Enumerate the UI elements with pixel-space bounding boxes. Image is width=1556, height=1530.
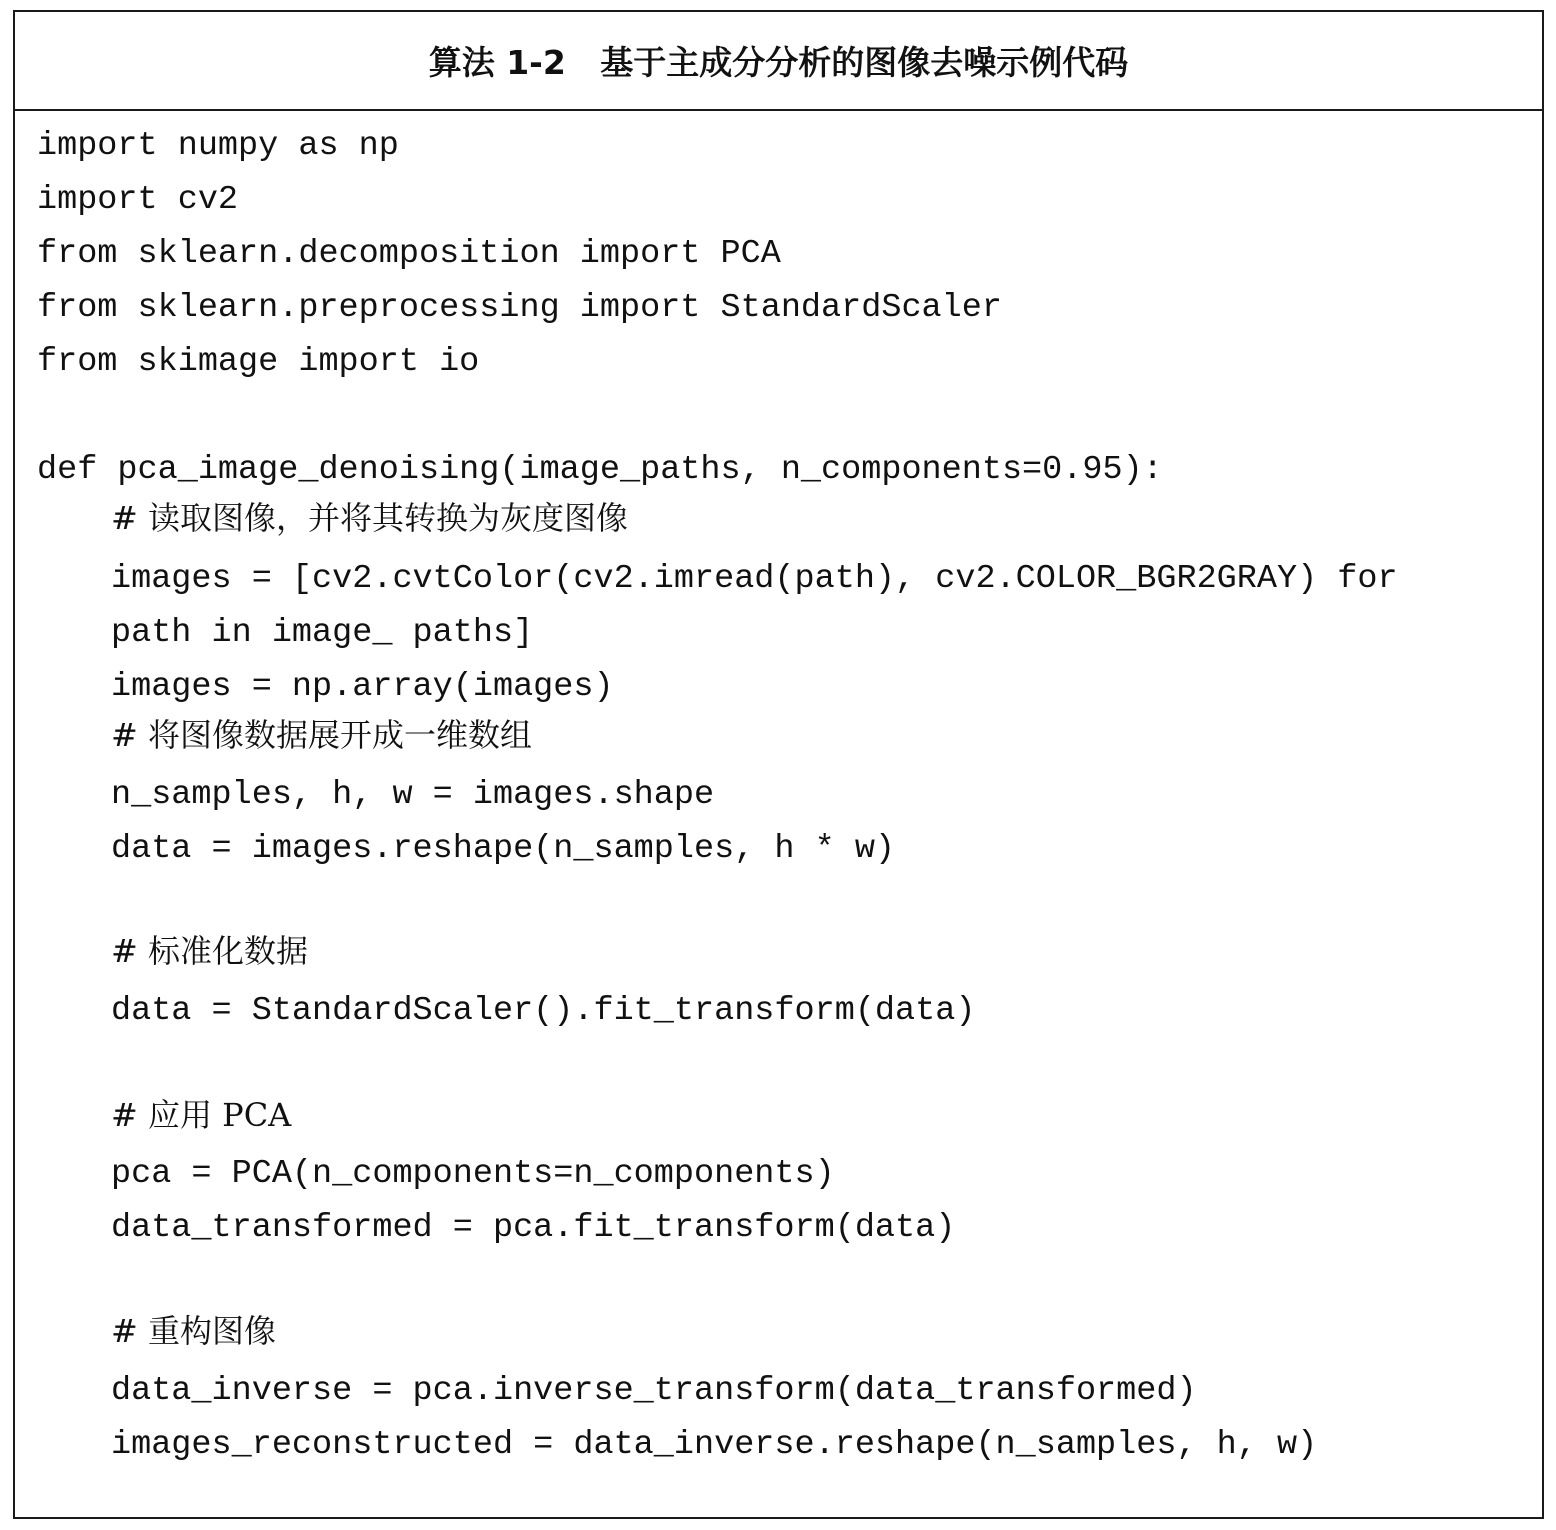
code-line: pca = PCA(n_components=n_components) — [111, 1155, 835, 1193]
algorithm-box — [13, 10, 1544, 1519]
function-definition: def pca_image_denoising(image_paths, n_components=0.95): — [37, 451, 1163, 489]
code-line: from sklearn.decomposition import PCA — [37, 235, 781, 273]
code-line: from skimage import io — [37, 343, 480, 381]
code-line: images = np.array(images) — [111, 668, 614, 706]
code-line: data = images.reshape(n_samples, h * w) — [111, 830, 896, 868]
code-comment: # 读取图像，并将其转换为灰度图像 — [111, 499, 628, 537]
code-line: images_reconstructed = data_inverse.reshape(n_samples, h, w) — [111, 1426, 1318, 1464]
code-line: data_transformed = pca.fit_transform(data) — [111, 1209, 956, 1247]
algorithm-header — [15, 12, 1542, 111]
algorithm-title: 算法 1-2 基于主成分分析的图像去噪示例代码 — [428, 43, 1129, 82]
code-line: from sklearn.preprocessing import StandardScaler — [37, 289, 1002, 327]
code-line: import cv2 — [37, 181, 239, 219]
code-comment: # 应用 PCA — [111, 1096, 292, 1134]
code-line: data = StandardScaler().fit_transform(data) — [111, 992, 976, 1030]
code-line: data_inverse = pca.inverse_transform(data_transformed) — [111, 1372, 1197, 1410]
code-line: n_samples, h, w = images.shape — [111, 776, 715, 814]
code-line: import numpy as np — [37, 127, 399, 165]
code-comment: # 重构图像 — [111, 1312, 276, 1350]
code-comment: # 将图像数据展开成一维数组 — [111, 716, 532, 754]
code-block — [15, 111, 1542, 1517]
code-line: images = [cv2.cvtColor(cv2.imread(path), cv2.COLOR_BGR2GRAY) for — [111, 560, 1398, 598]
code-comment: # 标准化数据 — [111, 932, 308, 970]
code-line: path in image_ paths] — [111, 614, 534, 652]
